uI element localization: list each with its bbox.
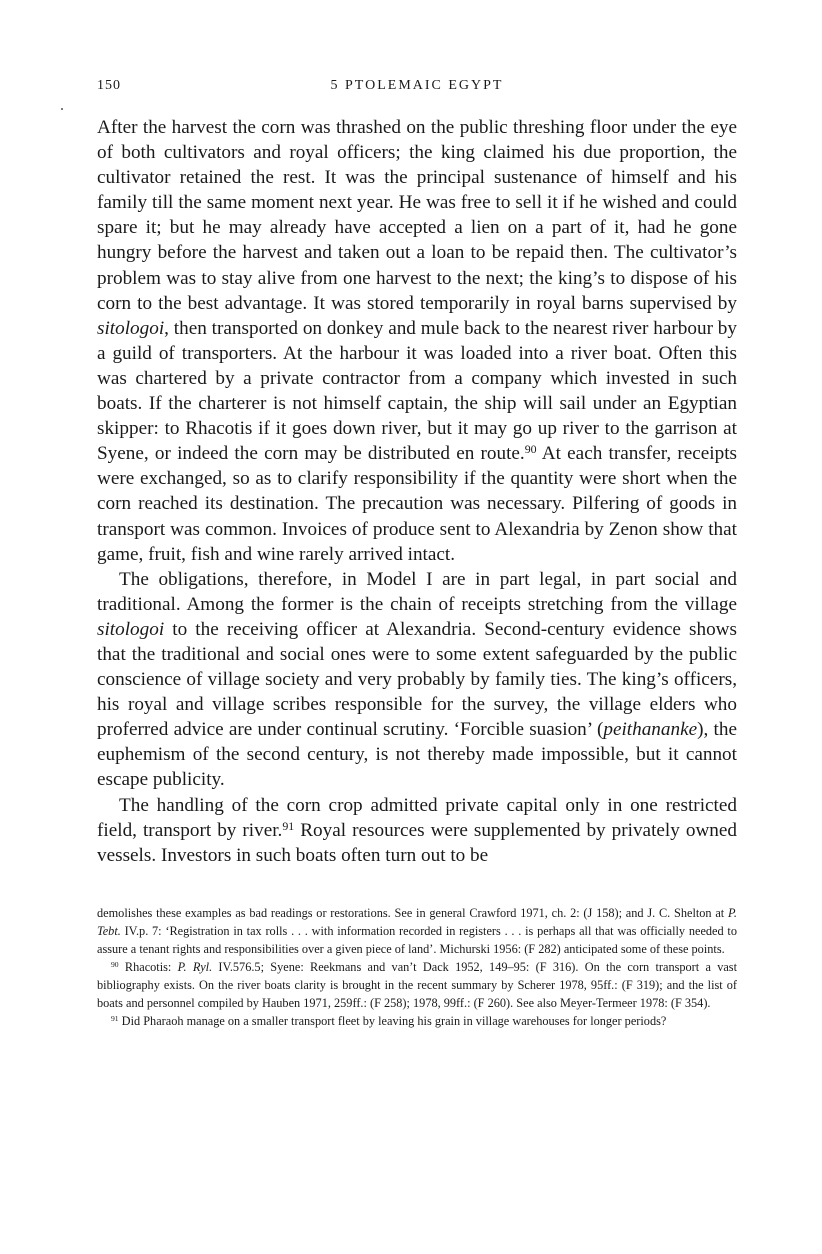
text-run: demolishes these examples as bad readings or restorations. See in general Crawford 1971, ch. 2: (J 158); and J. C. Shelton at: [97, 905, 728, 920]
margin-mark: [61, 108, 63, 110]
italic-text: P. Tebt.: [97, 905, 737, 938]
footnote-91: [97, 1012, 737, 1030]
text-run: , then transported on donkey and mule back to the nearest river harbour by a guild of transporters. At the harbour it was loaded into a river boat. Often this was chartered by a private contractor from a company which invested in such boats. If the charterer is not himself captain, the ship will sail under an Egyptian skipper: to Rhacotis if it goes down river, but it may go up river to the garrison at Syene, or indeed the corn may be distributed en route.: [97, 317, 737, 465]
text-run: After the harvest the corn was thrashed on the public threshing floor under the eye of both cultivators and royal officers; the king claimed his due proportion, the cultivator retained the rest. It was the principal sustenance of himself and his family till the same moment next year. He was free to sell it if he wished and could spare it; but he may already have accepted a lien on a part of it, had he gone hungry before the harvest and taken out a loan to be repaid then. The cultivator’s problem was to stay alive from one harvest to the next; the king’s to dispose of his corn to the best advantage. It was stored temporarily in royal barns supervised by: [97, 117, 737, 314]
footnotes: [97, 904, 737, 1030]
page-number: 150: [97, 78, 121, 93]
footnote-ref: 91: [111, 1014, 119, 1023]
main-text: [97, 115, 737, 868]
footnote-90: [97, 958, 737, 1012]
text-run: Royal resources were supplemented by privately owned vessels. Investors in such boats often turn out to be: [97, 819, 738, 866]
footnote-ref: 90: [524, 442, 537, 457]
text-run: Rhacotis:: [118, 959, 178, 974]
italic-text: sitologoi: [97, 317, 165, 339]
running-head: 5 PTOLEMAIC EGYPT: [330, 78, 504, 93]
italic-text: peithananke: [603, 719, 698, 741]
footnote-continuation: [97, 904, 737, 958]
text-run: IV.p. 7: ‘Registration in tax rolls . . . with information recorded in registers . . . is perhaps all that was officially needed to assure a tenant rights and responsibilities over a given piece of land’. Michurski 1956: (F 282) anticipated some of these points.: [97, 923, 737, 956]
text-run: At each transfer, receipts were exchanged, so as to clarify responsibility if the quantity were short when the corn reached its destination. The precaution was necessary. Pilfering of goods in transport was common. Invoices of produce sent to Alexandria by Zenon show that game, fruit, fish and wine rarely arrived intact.: [97, 443, 737, 565]
text-run: to the receiving officer at Alexandria. Second-century evidence shows that the traditional and social ones were to some extent safeguarded by the public conscience of village society and very probably by family ties. The king’s officers, his royal and village scribes responsible for the survey, the village elders who proferred advice are under continual scrutiny. ‘Forcible suasion’ (: [97, 618, 737, 741]
book-page: [97, 78, 737, 1030]
footnote-ref: 91: [282, 818, 295, 833]
italic-text: sitologoi: [97, 618, 165, 640]
footnote-ref: 90: [111, 960, 119, 969]
italic-text: P. Ryl.: [177, 959, 213, 974]
paragraph: [97, 793, 737, 868]
text-run: The handling of the corn crop admitted private capital only in one restricted field, transport by river.: [97, 794, 737, 841]
page-header: [97, 78, 737, 102]
paragraph: [97, 115, 737, 567]
text-run: ), the euphemism of the second century, is not thereby made impossible, but it cannot escape publicity.: [97, 719, 737, 791]
text-run: The obligations, therefore, in Model I are in part legal, in part social and traditional. Among the former is the chain of receipts stretching from the village: [97, 568, 737, 615]
paragraph: [97, 567, 737, 793]
text-run: Did Pharaoh manage on a smaller transport fleet by leaving his grain in village warehouses for longer periods?: [118, 1013, 667, 1028]
text-run: IV.576.5; Syene: Reekmans and van’t Dack 1952, 149–95: (F 316). On the corn transport a vast bibliography exists. On the river boats clarity is brought in the recent summary by Scherer 1978, 95ff.: (F 319); and the list of boats and personnel compiled by Hauben 1971, 259ff.: (F 258); 1978, 99ff.: (F 260). See also Meyer-Termeer 1978: (F 354).: [97, 959, 738, 1010]
